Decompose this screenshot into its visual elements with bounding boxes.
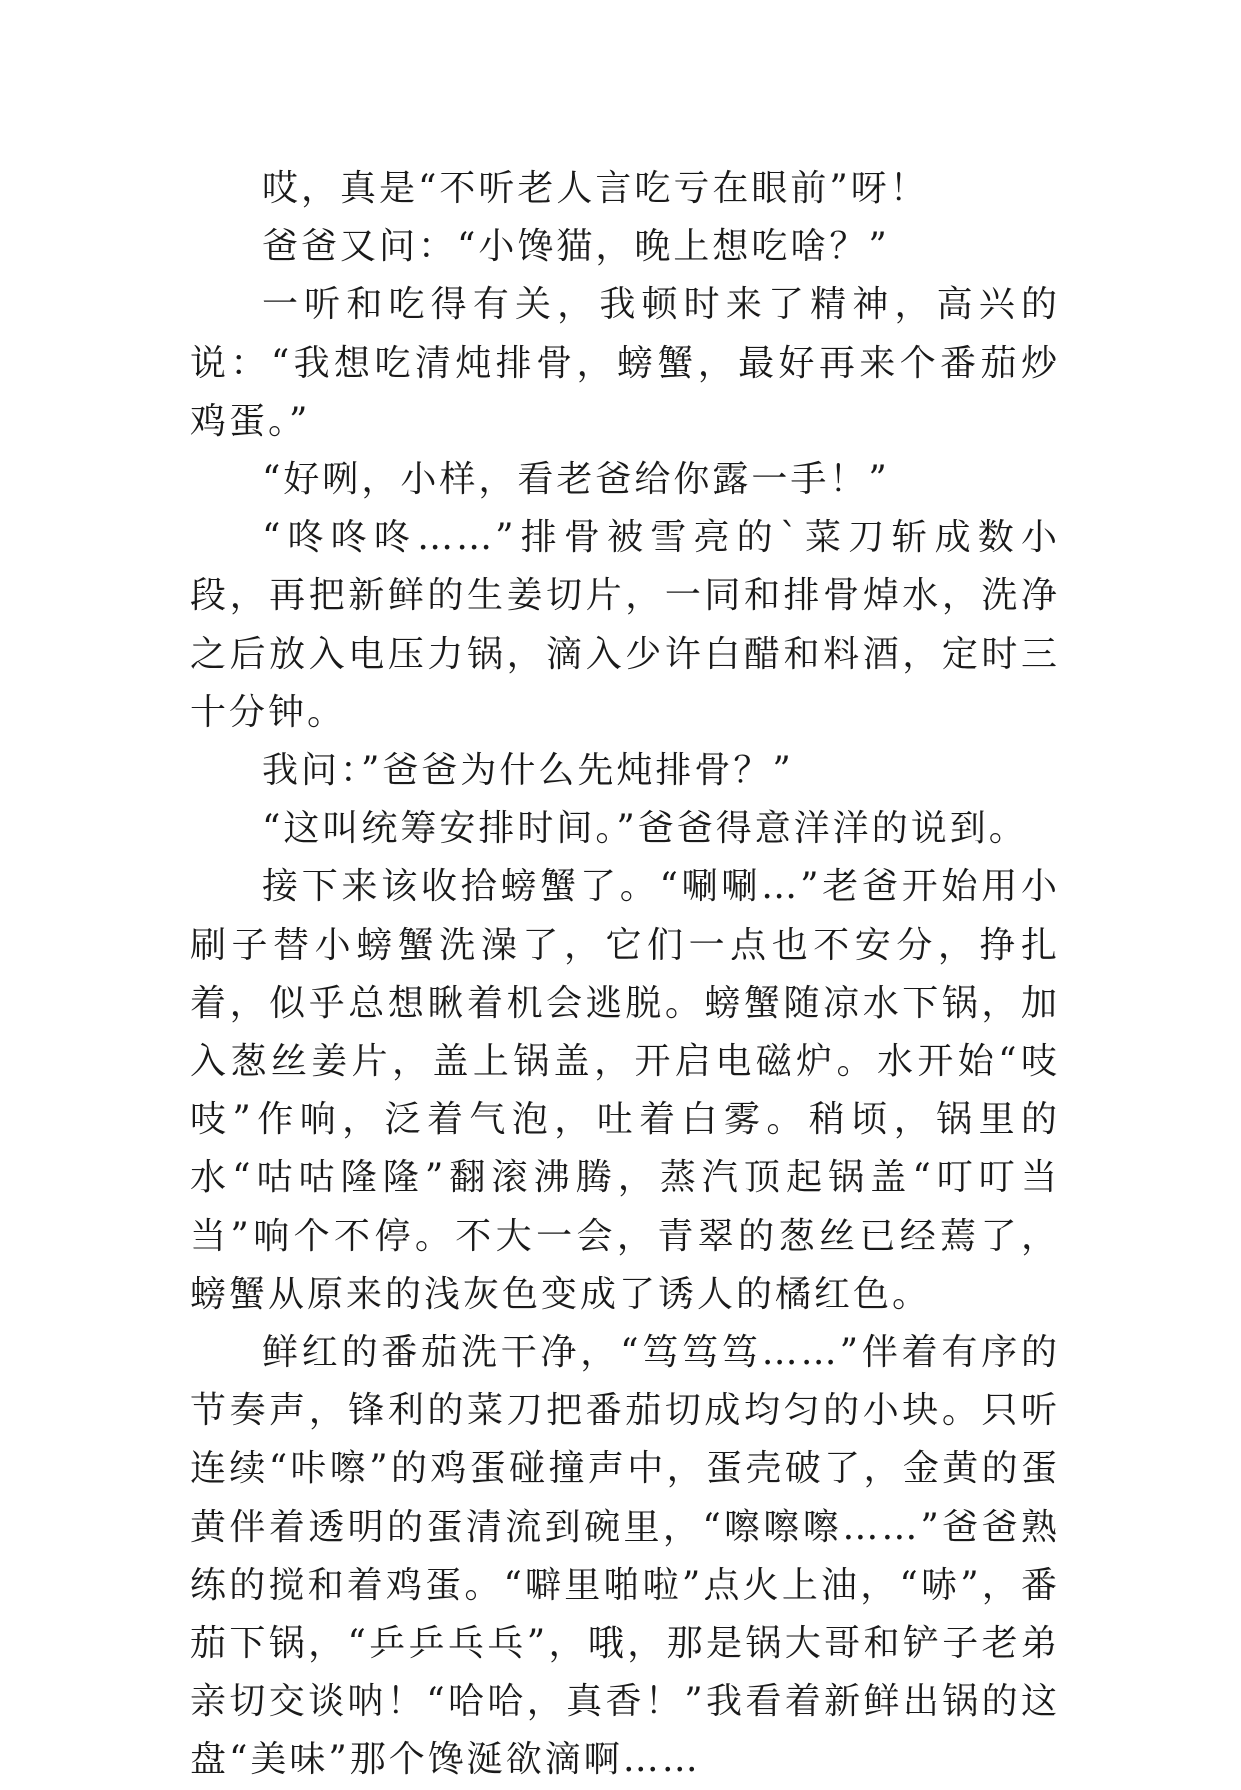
paragraph-1: 哎，真是“不听老人言吃亏在眼前”呀！ [262, 168, 929, 209]
paragraph-8: 接下来该收拾螃蟹了。“唰唰…”老爸开始用小刷子替小螃蟹洗澡了，它们一点也不安分，挣扎着，似乎总想瞅着机会逃脱。螃蟹随凉水下锅，加入葱丝姜片，盖上锅盖，开启电磁炉。水开始“吱吱”作响，泛着气泡，吐着白雾。稍顷，锅里的水“咕咕隆隆”翻滚沸腾，蒸汽顶起锅盖“叮叮当当”响个不停。不大一会，青翠的葱丝已经蔫了，螃蟹从原来的浅灰色变成了诱人的橘红色。 [190, 866, 1060, 1315]
paragraph-7: “这叫统筹安排时间。”爸爸得意洋洋的说到。 [262, 808, 1028, 850]
paragraph-3: 一听和吃得有关，我顿时来了精神，高兴的说：“我想吃清炖排骨，螃蟹，最好再来个番茄炒鸡蛋。” [190, 284, 1060, 442]
paragraph-4: “好咧，小样，看老爸给你露一手！” [262, 459, 890, 501]
document-body [190, 160, 1060, 1790]
paragraph-5: “咚咚咚……”排骨被雪亮的`菜刀斩成数小段，再把新鲜的生姜切片，一同和排骨焯水，洗净之后放入电压力锅，滴入少许白醋和料酒，定时三十分钟。 [190, 517, 1060, 733]
paragraph-6: 我问：”爸爸为什么先炖排骨？” [262, 750, 794, 792]
paragraph-9: 鲜红的番茄洗干净，“笃笃笃……”伴着有序的节奏声，锋利的菜刀把番茄切成均匀的小块。只听连续“咔嚓”的鸡蛋碰撞声中，蛋壳破了，金黄的蛋黄伴着透明的蛋清流到碗里，“嚓嚓嚓……”爸爸熟练的搅和着鸡蛋。“噼里啪啦”点火上油，“哧”，番茄下锅，“乒乒乓乓”，哦，那是锅大哥和铲子老弟亲切交谈呐！“哈哈，真香！”我看着新鲜出锅的这盘“美味”那个馋涎欲滴啊…… [190, 1332, 1060, 1781]
paragraph-2: 爸爸又问：“小馋猫，晚上想吃啥？” [262, 226, 890, 268]
